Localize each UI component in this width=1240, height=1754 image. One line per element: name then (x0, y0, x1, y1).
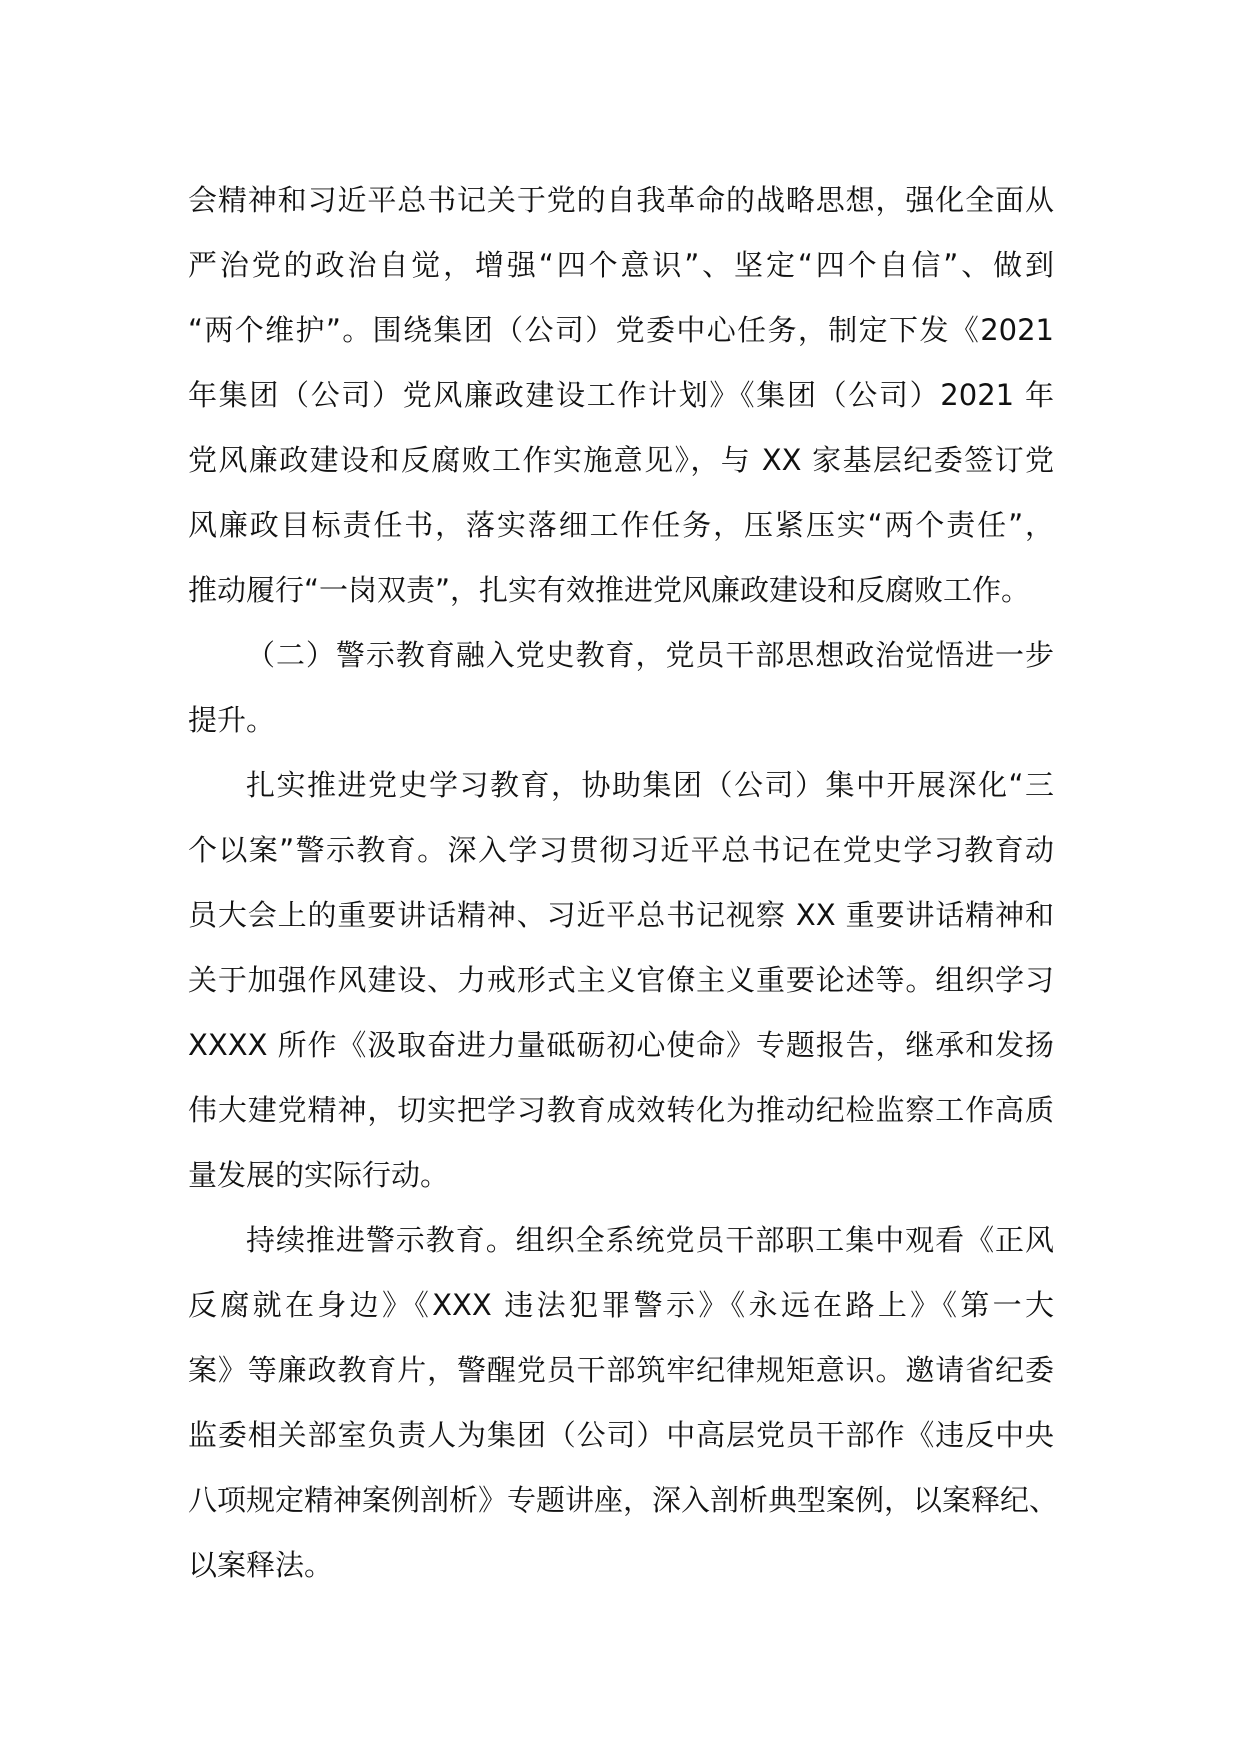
text-line: 以案释法。 (188, 1548, 334, 1582)
text-line: 个以案”警示教育。深入学习贯彻习近平总书记在党史学习教育动 (188, 833, 1054, 867)
text-line: 监委相关部室负责人为集团（公司）中高层党员干部作《违反中央 (188, 1418, 1054, 1452)
text-line: 关于加强作风建设、力戒形式主义官僚主义重要论述等。组织学习 (188, 963, 1054, 997)
section-heading-line: 提升。 (188, 703, 276, 737)
text-line: 案》等廉政教育片，警醒党员干部筑牢纪律规矩意识。邀请省纪委 (188, 1353, 1054, 1387)
text-line: 伟大建党精神，切实把学习教育成效转化为推动纪检监察工作高质 (188, 1093, 1054, 1127)
text-line: 反腐就在身边》《XXX 违法犯罪警示》《永远在路上》《第一大 (188, 1288, 1054, 1322)
text-line: XXXX 所作《汲取奋进力量砥砺初心使命》专题报告，继承和发扬 (188, 1028, 1054, 1062)
text-line: 会精神和习近平总书记关于党的自我革命的战略思想，强化全面从 (188, 183, 1054, 217)
document-body (188, 168, 1059, 1598)
text-line: 持续推进警示教育。组织全系统党员干部职工集中观看《正风 (246, 1223, 1054, 1257)
text-line: 扎实推进党史学习教育，协助集团（公司）集中开展深化“三 (246, 768, 1054, 802)
text-line: 员大会上的重要讲话精神、习近平总书记视察 XX 重要讲话精神和 (188, 898, 1054, 932)
text-line: 党风廉政建设和反腐败工作实施意见》，与 XX 家基层纪委签订党 (188, 443, 1054, 477)
text-line: 风廉政目标责任书，落实落细工作任务，压紧压实“两个责任”， (188, 508, 1054, 542)
text-line: “两个维护”。围绕集团（公司）党委中心任务，制定下发《2021 (188, 313, 1054, 347)
text-line: 推动履行“一岗双责”，扎实有效推进党风廉政建设和反腐败工作。 (188, 573, 1031, 607)
text-line: 严治党的政治自觉，增强“四个意识”、坚定“四个自信”、做到 (188, 248, 1054, 282)
text-line: 量发展的实际行动。 (188, 1158, 450, 1192)
text-line: 年集团（公司）党风廉政建设工作计划》《集团（公司）2021 年 (188, 378, 1054, 412)
text-line: 八项规定精神案例剖析》专题讲座，深入剖析典型案例，以案释纪、 (188, 1483, 1059, 1517)
section-heading-line: （二）警示教育融入党史教育，党员干部思想政治觉悟进一步 (246, 638, 1054, 672)
